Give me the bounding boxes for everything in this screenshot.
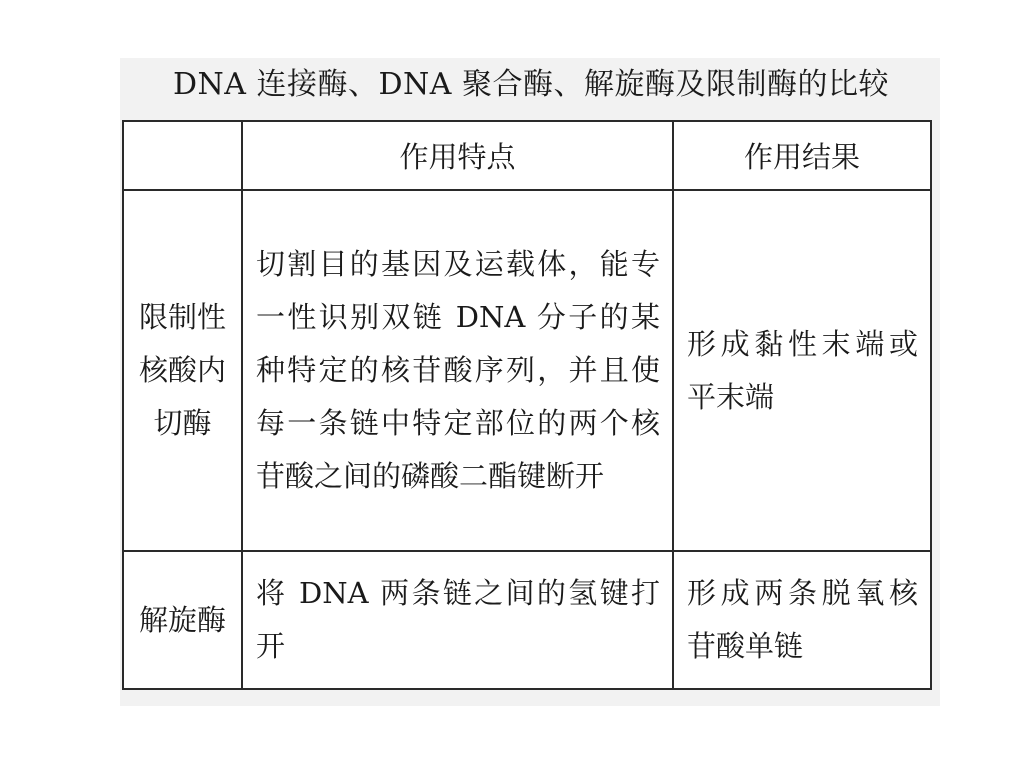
result-cell-restriction-enzyme — [673, 190, 931, 551]
feature-text: 将 DNA 两条链之间的氢键打开 — [256, 576, 660, 663]
feature-cell-helicase — [242, 551, 673, 689]
row-label-text: 限制性核酸内切酶 — [138, 300, 226, 440]
header-cell-result: 作用结果 — [673, 121, 931, 190]
row-label-restriction-enzyme — [123, 190, 242, 551]
table-header-row — [123, 121, 931, 190]
feature-text: 切割目的基因及运载体，能专一性识别双链 DNA 分子的某种特定的核苷酸序列，并且使每一条链中特定部位的两个核苷酸之间的磷酸二酯键断开 — [256, 247, 660, 493]
enzyme-comparison-table — [122, 120, 932, 690]
result-text: 形成黏性末端或平末端 — [687, 326, 918, 414]
table-row — [123, 190, 931, 551]
header-cell-empty — [123, 121, 242, 190]
feature-cell-restriction-enzyme — [242, 190, 673, 551]
section-title: DNA 连接酶、DNA 聚合酶、解旋酶及限制酶的比较 — [173, 67, 890, 102]
header-cell-feature: 作用特点 — [242, 121, 673, 190]
result-text: 形成两条脱氧核苷酸单链 — [687, 576, 918, 663]
table-row — [123, 551, 931, 689]
result-cell-helicase — [673, 551, 931, 689]
row-label-helicase: 解旋酶 — [123, 551, 242, 689]
